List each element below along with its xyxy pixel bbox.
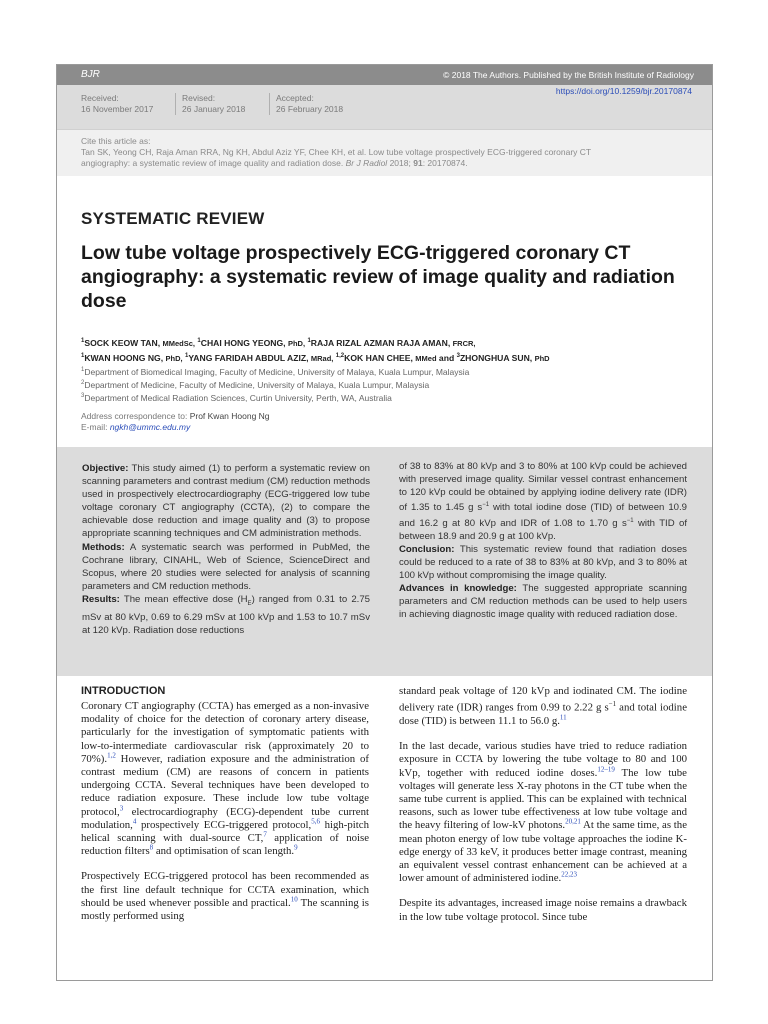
body-left-column — [81, 685, 369, 935]
body-right-column — [399, 685, 687, 936]
paragraph — [399, 740, 687, 885]
citation-ref[interactable]: 3 — [119, 804, 124, 813]
text: At the same time, as the mean photon energy of low tube voltage approaches the iodine K-edge energy of 33 keV, it produces better image contrast, meaning an equivalent vessel contrast enhancement can be achieved at a lower amount of administered iodine. — [399, 819, 687, 885]
introduction-heading: INTRODUCTION — [81, 685, 166, 697]
revised-block — [175, 93, 245, 115]
paragraph — [81, 700, 369, 858]
text: The scanning is mostly performed using — [81, 896, 369, 923]
text: and total iodine dose (TID) is between 11.1 to 56.0 g. — [399, 701, 687, 727]
results-text: The mean effective dose (H — [123, 593, 248, 605]
citation-volume: 91 — [413, 158, 423, 168]
text: application of noise reduction filters — [81, 832, 369, 858]
advances-text: The suggested appropriate scanning parameters and CM reduction methods can be used to help users in achieving diagnostic image quality with reduced radiation dose. — [399, 583, 687, 621]
author-line-1: $^1$SOCK KEOW TAN, MMedSc, $^1$CHAI HONG YEONG, PhD, $^1$RAJA RIZAL AZMAN RAJA AMAN, FRCR, — [81, 337, 476, 348]
results-label: Results: — [82, 593, 120, 605]
correspondence-label: Address correspondence to: — [81, 411, 188, 421]
results-subscript: E — [247, 600, 252, 607]
correspondence — [81, 411, 270, 433]
journal-name: BJR — [81, 69, 100, 80]
paragraph: Despite its advantages, increased image noise remains a drawback in the low tube voltage protocol. Since tube — [399, 897, 687, 923]
author-degree: PhD, — [165, 353, 183, 363]
author-degree: PhD — [534, 353, 550, 363]
advances-label: Advances in knowledge: — [399, 583, 517, 595]
citation-ref[interactable]: 10 — [290, 895, 298, 904]
text: and optimisation of scan length. — [153, 845, 295, 858]
methods-label: Methods: — [82, 541, 125, 553]
author-list — [81, 335, 691, 365]
citation-article-number: : 20170874. — [422, 158, 468, 168]
objective-text: This study aimed (1) to perform a systematic review on scanning parameters and contrast medium (CM) reduction methods used in prospectively electrocardiography (ECG-triggered low tube voltage coronary CT angiography (CCTA), (2) to compare the achievable dose reduction and image quality and (3) to propose appropriate scanning techniques and CM administration methods. — [82, 463, 370, 540]
citation-ref[interactable]: 12–19 — [597, 765, 615, 774]
text: The low tube voltages will generate less X-ray photons in the CT tube when the same tube current is applied. This can be explained with technical reasons, such as lower tube effectiveness at low tube voltage and the heavy filtering of low-kV photons. — [399, 766, 687, 832]
article-type: SYSTEMATIC REVIEW — [81, 209, 265, 228]
citation-ref[interactable]: 1,2 — [107, 751, 116, 760]
author-name: SOCK KEOW TAN, — [84, 337, 161, 348]
abstract-box — [57, 447, 712, 676]
citation-ref[interactable]: 20,21 — [565, 817, 581, 826]
doi-link[interactable]: https://doi.org/10.1259/bjr.20170874 — [555, 86, 692, 96]
journal-header-bar — [57, 65, 712, 85]
dates-bar — [57, 85, 712, 129]
affiliation-text: Department of Biomedical Imaging, Faculty of Medicine, University of Malaya, Kuala Lumpur, Malaysia — [84, 366, 470, 377]
citation-year: 2018; — [389, 158, 411, 168]
conclusion-label: Conclusion: — [399, 543, 455, 555]
citation-ref[interactable]: 5,6 — [311, 817, 320, 826]
objective-label: Objective: — [82, 463, 129, 474]
author-name: CHAI HONG YEONG, — [200, 337, 286, 348]
author-name: YANG FARIDAH ABDUL AZIZ, — [188, 352, 309, 363]
text: Coronary CT angiography (CCTA) has emerged as a non-invasive modality of choice for the detection of coronary artery disease, particularly for the investigation of symptomatic patients with low-to-intermediate cardiovascular risk (approximately 20 to 70%). — [81, 700, 369, 765]
text: Prospectively ECG-triggered protocol has been recommended as the first line default technique for CCTA examination, which should be used whenever possible and practical. — [81, 870, 369, 909]
email-label: E-mail: — [81, 422, 108, 432]
conclusion-text: This systematic review found that radiation doses could be reduced to a rate of 38 to 83% at 80 kVp, and 3 to 80% at 100 kVp without compromising the image quality. — [399, 543, 687, 582]
author-name: RAJA RIZAL AZMAN RAJA AMAN, — [310, 337, 451, 348]
affiliation-text: Department of Medicine, Faculty of Medicine, University of Malaya, Kuala Lumpur, Malaysia — [84, 379, 430, 390]
affiliation-2: $^2$Department of Medicine, Faculty of Medicine, University of Malaya, Kuala Lumpur, Malaysia — [81, 379, 430, 390]
citation-ref[interactable]: 11 — [559, 713, 567, 722]
received-block — [81, 93, 153, 115]
text: However, radiation exposure and the administration of contrast medium (CM) are reasons of concern in patients undergoing CCTA. Several techniques have been developed to reduce radiation exposure. These include low tube voltage protocol, — [81, 752, 369, 818]
paragraph — [399, 685, 687, 728]
methods-text: A systematic search was performed in PubMed, the Cochrane library, CINAHL, Web of Science, ScienceDirect and Scopus, where 20 studies were selected for analysis of scanning parameters and CM reduction methods. — [82, 541, 371, 592]
author-name: KWAN HOONG NG, — [84, 352, 164, 363]
author-degree: MRad, — [310, 353, 334, 363]
citation-ref[interactable]: 7 — [263, 830, 267, 839]
citation-line-2 — [81, 158, 688, 169]
abstract-left-column — [82, 462, 370, 637]
citation-label: Cite this article as: — [81, 136, 151, 146]
results-text-cont: ) ranged from 0.31 to 2.75 mSv at 80 kVp, 0.69 to 6.29 mSv at 100 kVp and 1.53 to 10.7 mSv at 120 kVp. Radiation dose reductions — [82, 593, 370, 637]
citation-ref[interactable]: 9 — [294, 843, 298, 852]
affiliation-1: $^1$Department of Biomedical Imaging, Faculty of Medicine, University of Malaya, Kuala Lumpur, Malaysia — [81, 366, 470, 377]
text: electrocardiography (ECG)-dependent tube current modulation, — [81, 805, 369, 831]
author-degree: MMed — [415, 353, 437, 363]
citation-title-end: angiography: a systematic review of image quality and radiation dose. — [81, 158, 344, 168]
abstract-right-column — [399, 460, 687, 622]
correspondence-name: Prof Kwan Hoong Ng — [189, 411, 270, 421]
citation-ref[interactable]: 8 — [149, 843, 154, 852]
affiliation-3: $^3$Department of Medical Radiation Sciences, Curtin University, Perth, WA, Australia — [81, 392, 392, 403]
results-text-right-end: with TID of between 18.9 and 20.9 g at 100 kVp. — [399, 517, 687, 542]
unit-superscript: −1 — [482, 502, 490, 509]
author-degree: PhD, — [287, 338, 306, 348]
citation-ref[interactable]: 4 — [132, 817, 137, 826]
citation-journal: Br J Radiol — [345, 158, 388, 168]
accepted-block — [269, 93, 343, 115]
affiliations — [81, 365, 691, 403]
revised-label: Revised: — [182, 93, 216, 103]
copyright-notice: © 2018 The Authors. Published by the British Institute of Radiology — [443, 70, 694, 80]
citation-line-1: Tan SK, Yeong CH, Raja Aman RRA, Ng KH, Abdul Aziz YF, Chee KH, et al. Low tube voltage prospectively ECG-triggered coronary CT — [81, 147, 592, 157]
author-degree: MMedSc, — [162, 338, 195, 348]
citation-ref[interactable]: 22,23 — [561, 870, 577, 879]
article-title: Low tube voltage prospectively ECG-triggered coronary CT angiography: a systematic review of image quality and radiation dose — [81, 242, 675, 312]
text: prospectively ECG-triggered protocol, — [136, 818, 312, 831]
article-page — [56, 64, 713, 981]
citation-box — [57, 129, 712, 176]
text: standard peak voltage of 120 kVp and iodinated CM. The iodine delivery rate (IDR) ranges from 0.99 to 2.22 g s — [399, 685, 687, 714]
paragraph — [81, 870, 369, 923]
received-date: 16 November 2017 — [81, 104, 154, 114]
author-line-2: $^1$KWAN HOONG NG, PhD, $^1$YANG FARIDAH ABDUL AZIZ, MRad, $^{1,2}$KOK HAN CHEE, MMed and $^3$ZHONGHUA SUN, PhD — [81, 352, 550, 363]
author-degree: FRCR, — [452, 338, 476, 348]
results-text-right-cont: with total iodine dose (TID) of between 10.9 and 16.2 g at 80 kVp and IDR of 1.08 to 1.70 g s — [399, 502, 687, 529]
accepted-label: Accepted: — [276, 93, 314, 103]
revised-date: 26 January 2018 — [182, 104, 246, 114]
results-text-right: of 38 to 83% at 80 kVp and 3 to 80% at 100 kVp could be achieved with preserved image quality. Similar vessel contrast enhancement to 120 kVp could be obtained by applying iodine delivery rate (IDR) of 1.35 to 1.45 g s — [399, 461, 687, 514]
text: high-pitch helical scanning with dual-source CT, — [81, 818, 369, 845]
received-label: Received: — [81, 93, 119, 103]
text: In the last decade, various studies have tried to reduce radiation exposure in CCTA by lowering the tube voltage to 80 and 100 kVp, together with reduced iodine doses. — [399, 740, 687, 779]
email-line — [81, 422, 270, 433]
accepted-date: 26 February 2018 — [276, 104, 344, 114]
unit-superscript: −1 — [608, 700, 617, 709]
correspondence-line — [81, 411, 270, 422]
email-link[interactable]: ngkh@ummc.edu.my — [109, 422, 191, 432]
author-name: ZHONGHUA SUN, — [459, 352, 533, 363]
unit-superscript: −1 — [626, 517, 634, 524]
author-name: KOK HAN CHEE, — [344, 352, 413, 363]
author-and: and — [438, 352, 455, 363]
affiliation-text: Department of Medical Radiation Sciences, Curtin University, Perth, WA, Australia — [84, 392, 392, 403]
